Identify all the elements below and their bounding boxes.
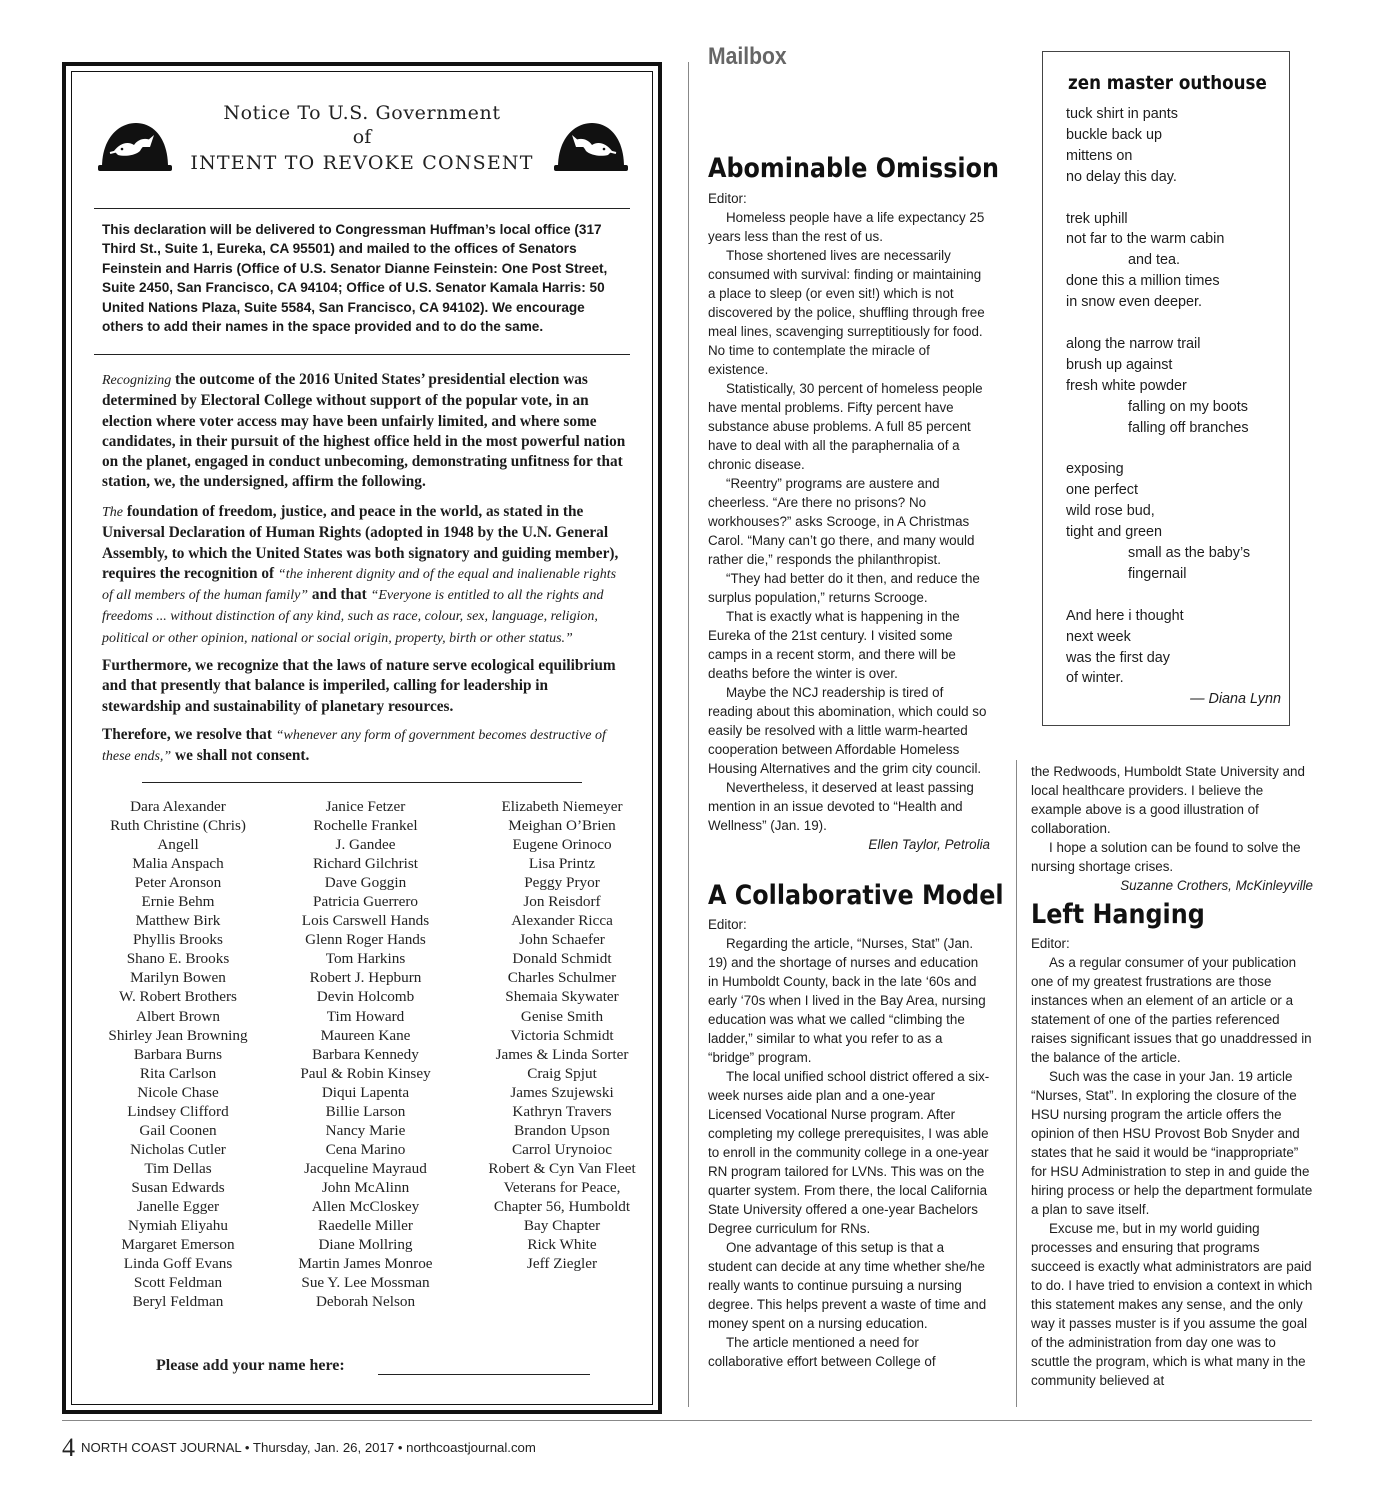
government-destructive-quote: “whenever any form of government becomes destructive of these ends,” <box>102 728 606 765</box>
signature-name: Craig Spjut <box>527 1064 597 1082</box>
poem-author: — Diana Lynn <box>1190 691 1281 708</box>
letter-collaborative-model <box>708 915 990 1371</box>
signature-name: Nicole Chase <box>137 1083 219 1101</box>
signature-name: Charles Schulmer <box>507 969 617 987</box>
notice-box <box>62 62 662 1414</box>
notice-paragraph-recognizing <box>102 370 626 493</box>
signature-name: Billie Larson <box>325 1102 406 1120</box>
letter-collaborative-model-continued <box>1031 762 1313 895</box>
signature-name: Rita Carlson <box>139 1064 217 1082</box>
signature-name: Barbara Kennedy <box>312 1045 419 1063</box>
poem-stanza-break <box>1066 313 1281 334</box>
letter-signature: Ellen Taylor, Petrolia <box>868 837 990 852</box>
poem-line: fresh white powder <box>1066 377 1187 394</box>
signature-name: Sue Y. Lee Mossman <box>301 1274 430 1292</box>
notice-title-line1: Notice To U.S. Government <box>223 102 501 124</box>
poem-line: buckle back up <box>1066 126 1162 143</box>
notice-title-line2: of <box>352 126 372 148</box>
paragraph-lead-word: Recognizing <box>102 373 172 388</box>
signature-name: Dara Alexander <box>130 798 226 815</box>
signature-name: Cena Marino <box>325 1140 406 1158</box>
signature-name: Susan Edwards <box>131 1178 225 1196</box>
letter-paragraph: Regarding the article, “Nurses, Stat” (Jan. 19) and the shortage of nurses and education in Humboldt County, back in the late ‘60s and early ‘70s when I lived in the Bay Area, nursing education was what we called “climbing the ladder,” similar to what you refer to as a “bridge” program. <box>708 936 986 1065</box>
notice-paragraph-foundation <box>102 502 626 649</box>
signature-name: Victoria Schmidt <box>510 1026 614 1044</box>
poem-line: tight and green <box>1066 524 1163 541</box>
signature-name: John McAlinn <box>321 1178 410 1196</box>
letter-paragraph: One advantage of this setup is that a student can decide at any time whether she/he really wants to continue pursuing a nursing degree. This helps prevent a waste of time and money spent on a nursing education. <box>708 1240 987 1331</box>
signature-name: Angell <box>157 836 199 854</box>
letter-paragraph: Those shortened lives are necessarily consumed with survival: finding or maintaining a place to sleep (or even sit!) which is not discovered by the police, shuffling through free meal lines, scavenging surreptitiously for food. No time to contemplate the miracle of existence. <box>708 248 985 377</box>
footer-text: NORTH COAST JOURNAL • Thursday, Jan. 26, 2017 • northcoastjournal.com <box>81 1440 536 1455</box>
signature-name: Tim Dellas <box>144 1159 212 1177</box>
signature-name: Jacqueline Mayraud <box>304 1159 427 1177</box>
signature-name: Brandon Upson <box>514 1121 610 1139</box>
signature-name: Allen McCloskey <box>311 1197 420 1215</box>
signature-name: Rochelle Frankel <box>313 817 418 835</box>
signature-column-3 <box>459 797 665 1273</box>
poem-line: falling on my boots <box>1128 398 1248 415</box>
signature-name: Tim Howard <box>326 1007 405 1025</box>
headline-abominable-omission: Abominable Omission <box>708 153 999 184</box>
letter-abominable-omission <box>708 189 990 854</box>
signature-name: Lisa Printz <box>528 855 596 873</box>
signature-name: Shemaia Skywater <box>505 988 619 1006</box>
human-rights-quote: “the inherent dignity and of the equal and inalienable rights of all members of the human family” <box>102 566 617 604</box>
signature-name: James Szujewski <box>510 1083 614 1101</box>
notice-title-line3: INTENT TO REVOKE CONSENT <box>190 152 534 174</box>
paragraph-text: we shall not consent. <box>171 747 310 765</box>
signature-name: Malia Anspach <box>132 855 224 873</box>
signature-name: Peggy Pryor <box>524 874 600 892</box>
peace-dove-helmet-icon-left <box>96 117 174 173</box>
poem-line: next week <box>1066 628 1131 645</box>
signature-name: Ernie Behm <box>141 893 215 911</box>
letter-salutation: Editor: <box>1031 936 1070 951</box>
signature-name: Diqui Lapenta <box>321 1083 410 1101</box>
notice-paragraph-furthermore: Furthermore, we recognize that the laws of nature serve ecological equilibrium and that presently that balance is imperiled, calling for leadership in stewardship and sustainability of planetary resources. <box>102 657 616 715</box>
poem-title: zen master outhouse <box>1068 72 1267 94</box>
notice-divider-middle <box>94 354 630 355</box>
letter-salutation: Editor: <box>708 191 747 206</box>
headline-left-hanging: Left Hanging <box>1031 899 1205 930</box>
column-rule-left <box>688 62 689 1407</box>
signature-name: Raedelle Miller <box>318 1217 413 1235</box>
signature-name: Paul & Robin Kinsey <box>300 1064 431 1082</box>
signature-name: Donald Schmidt <box>512 950 612 968</box>
signature-name: Veterans for Peace, <box>503 1178 621 1196</box>
signature-name: Nancy Marie <box>325 1121 406 1139</box>
signature-name: Phyllis Brooks <box>133 931 223 949</box>
signature-name: Tom Harkins <box>325 950 406 968</box>
paragraph-lead-word: The <box>102 505 123 520</box>
signature-name: Richard Gilchrist <box>312 855 419 873</box>
add-name-line <box>378 1374 590 1375</box>
signature-name: Patricia Guerrero <box>313 893 418 911</box>
signature-name: Marilyn Bowen <box>130 969 226 987</box>
letter-paragraph: Statistically, 30 percent of homeless people have mental problems. Fifty percent have substance abuse problems. A full 85 percent have to deal with all the paraphernalia of a chronic disease. <box>708 381 983 472</box>
signature-name: Meighan O’Brien <box>508 817 616 835</box>
signature-name: Gail Coonen <box>139 1121 217 1139</box>
signature-name: Dave Goggin <box>324 874 407 892</box>
paragraph-text: Therefore, we resolve that <box>102 726 276 743</box>
signature-name: Matthew Birk <box>135 912 221 930</box>
signature-name: Devin Holcomb <box>316 988 415 1006</box>
signature-name: Ruth Christine (Chris) <box>110 817 246 835</box>
signature-name: Alexander Ricca <box>511 912 613 930</box>
poem-line: and tea. <box>1128 252 1181 269</box>
everyone-entitled-quote: “Everyone is entitled to all the rights and freedoms ... without distinction of any kind, such as race, colour, sex, language, religion, political or other opinion, national or social origin, property, birth or other status.” <box>102 588 604 646</box>
poem-line: in snow even deeper. <box>1066 294 1203 311</box>
signature-name: Janelle Egger <box>136 1197 220 1215</box>
signature-name: Nymiah Eliyahu <box>128 1217 228 1235</box>
signature-name: Shano E. Brooks <box>126 950 230 968</box>
notice-inner-border <box>71 71 653 1405</box>
letter-left-hanging <box>1031 934 1313 1390</box>
letter-paragraph: Maybe the NCJ readership is tired of reading about this abomination, which could so easily be resolved with a little warm-hearted cooperation between Affordable Homeless Housing Alternatives and the grim city council. <box>708 685 987 776</box>
poem-stanza-break <box>1066 585 1281 606</box>
signature-divider <box>142 782 582 783</box>
poem-line: done this a million times <box>1066 273 1220 290</box>
page-number: 4 <box>62 1433 75 1462</box>
paragraph-text: foundation of freedom, justice, and peace in the world, as stated in the Universal Declaration of Human Rights (adopted in 1948 by the U.N. General Assembly, to which the United States was both signatory and guiding member), requires the recognition of <box>102 503 619 582</box>
add-name-label: Please add your name here: <box>156 1357 345 1374</box>
signature-name: Genise Smith <box>520 1007 604 1025</box>
letter-paragraph: As a regular consumer of your publication one of my greatest frustrations are those instances when an element of an article or a statement of one of the parties referenced raises significant issues that go unaddressed in the balance of the article. <box>1031 955 1312 1065</box>
signature-name: Albert Brown <box>136 1007 220 1025</box>
poem-line: small as the baby’s <box>1128 544 1251 561</box>
continued-text: the Redwoods, Humboldt State University and local healthcare providers. I believe the example above is a good illustration of collaboration. <box>1031 764 1305 836</box>
signature-name: Robert & Cyn Van Fleet <box>488 1159 636 1177</box>
letter-paragraph: That is exactly what is happening in the Eureka of the 21st century. I visited some camps in a recent storm, and there will be deaths before the winter is over. <box>708 609 960 681</box>
letter-salutation: Editor: <box>708 917 747 932</box>
poem-body <box>1066 104 1281 710</box>
signature-name: Margaret Emerson <box>121 1236 235 1254</box>
signature-name: Scott Feldman <box>133 1274 223 1292</box>
letter-paragraph: Nevertheless, it deserved at least passing mention in an issue devoted to “Health and Wellness” (Jan. 19). <box>708 780 974 833</box>
notice-paragraph-therefore <box>102 725 626 768</box>
poem-stanza-break <box>1066 438 1281 459</box>
signature-column-2 <box>268 797 463 1311</box>
poem-line: falling off branches <box>1128 419 1249 436</box>
signature-name: Elizabeth Niemeyer <box>501 798 623 815</box>
poem-stanza-break <box>1066 188 1281 209</box>
headline-collaborative-model: A Collaborative Model <box>708 880 1004 911</box>
signature-name: Kathryn Travers <box>512 1102 612 1120</box>
poem-line: exposing <box>1066 461 1124 478</box>
signature-name: James & Linda Sorter <box>495 1045 629 1063</box>
signature-name: Rick White <box>527 1236 597 1254</box>
letter-paragraph: “They had better do it then, and reduce the surplus population,” returns Scrooge. <box>708 571 980 605</box>
poem-line: one perfect <box>1066 482 1139 499</box>
notice-declaration: This declaration will be delivered to Congressman Huffman’s local office (317 Third St., Suite 1, Eureka, CA 95501) and mailed to the offices of Senators Feinstein and Harris (Office of U.S. Senator Dianne Feinstein: One Post Street, Suite 2450, San Francisco, CA 94104; Office of U.S. Senator Kamala Harris: 50 United Nations Plaza, Suite 5584, San Francisco, CA 94102). We encourage others to add their names in the space provided and to do the same. <box>102 222 608 335</box>
signature-name: Lois Carswell Hands <box>301 912 430 930</box>
signature-name: Linda Goff Evans <box>123 1255 233 1273</box>
letter-signature: Suzanne Crothers, McKinleyville <box>1120 878 1313 893</box>
poem-line: trek uphill <box>1066 210 1128 227</box>
signature-name: Diane Mollring <box>318 1236 413 1254</box>
letter-paragraph: Homeless people have a life expectancy 25 years less than the rest of us. <box>708 210 985 244</box>
signature-column-1 <box>82 797 274 1311</box>
signature-name: Nicholas Cutler <box>130 1140 226 1158</box>
signature-name: Janice Fetzer <box>325 798 406 815</box>
signature-name: Lindsey Clifford <box>127 1102 229 1120</box>
signature-name: Chapter 56, Humboldt <box>493 1197 631 1215</box>
column-rule-right <box>1016 760 1017 1407</box>
poem-line: mittens on <box>1066 147 1133 164</box>
letter-paragraph: “Reentry” programs are austere and cheerless. “Are there no prisons? No workhouses?” asks Scrooge, in A Christmas Carol. “Many can’t go there, and many would rather die,” responds the philanthropist. <box>708 476 975 567</box>
signature-name: Martin James Monroe <box>298 1255 433 1273</box>
letter-paragraph: Excuse me, but in my world guiding processes and ensuring that programs succeed is exactly what administrators are paid to do. I have tried to envision a context in which this statement makes any sense, and the only way it passes muster is if you assume the goal of the administration from day one was to scuttle the program, which is what many in the community believed at <box>1031 1221 1313 1388</box>
signature-name: Maureen Kane <box>320 1026 411 1044</box>
poem-line: wild rose bud, <box>1066 503 1155 520</box>
signature-name: Glenn Roger Hands <box>305 931 426 949</box>
closing-paragraph: I hope a solution can be found to solve the nursing shortage crises. <box>1031 840 1301 874</box>
notice-divider-top <box>94 208 630 209</box>
poem-line: no delay this day. <box>1066 168 1177 185</box>
signature-name: W. Robert Brothers <box>119 988 237 1006</box>
paragraph-text: the outcome of the 2016 United States’ presidential election was determined by Electoral College without support of the popular vote, in an election where voter access may have been unfairly limited, and where some candidates, in their pursuit of the highest office held in the most powerful nation on the planet, engaged in conduct unbecoming, demonstrating unfitness for that station, we, the undersigned, affirm the following. <box>102 371 626 491</box>
poem-line: fingernail <box>1128 565 1187 582</box>
signature-name: John Schaefer <box>519 931 605 949</box>
poem-line: tuck shirt in pants <box>1066 106 1178 122</box>
paragraph-text: and that <box>308 586 371 604</box>
page-footer <box>62 1433 536 1463</box>
footer-rule <box>62 1420 1312 1421</box>
signature-name: Peter Aronson <box>134 874 222 892</box>
signature-name: Deborah Nelson <box>315 1293 416 1311</box>
signature-name: Jeff Ziegler <box>526 1255 598 1273</box>
poem-line: not far to the warm cabin <box>1066 231 1225 248</box>
signature-name: Beryl Feldman <box>132 1293 224 1311</box>
signature-name: Shirley Jean Browning <box>108 1026 248 1044</box>
poem-line: of winter. <box>1066 670 1124 687</box>
signature-name: Jon Reisdorf <box>523 893 601 911</box>
letter-paragraph: Such was the case in your Jan. 19 article “Nurses, Stat”. In exploring the closure of the HSU nursing program the article offers the opinion of then HSU Provost Bob Snyder and states that he said it would be “inappropriate” for HSU Administration to step in and guide the hiring process or help the department formulate a plan to save itself. <box>1031 1069 1313 1217</box>
letter-paragraph: The article mentioned a need for collaborative effort between College of <box>708 1335 936 1369</box>
poem-line: And here i thought <box>1066 607 1184 624</box>
letter-paragraph: The local unified school district offered a six-week nurses aide plan and a one-year Licensed Vocational Nurse program. After completing my college prerequisites, I was able to enroll in the community college in a one-year RN program tailored for LVNs. This was on the quarter system. From there, the local California State University offered a one-year Bachelors Degree curriculum for RNs. <box>708 1069 990 1236</box>
poem-box <box>1042 51 1290 726</box>
section-label: Mailbox <box>708 43 787 70</box>
peace-dove-helmet-icon-right <box>552 117 630 173</box>
signature-name: Bay Chapter <box>523 1217 601 1235</box>
signature-name: Carrol Urynoioc <box>512 1140 612 1158</box>
poem-line: along the narrow trail <box>1066 335 1201 352</box>
signature-name: Eugene Orinoco <box>512 836 612 854</box>
signature-name: Robert J. Hepburn <box>309 969 422 987</box>
poem-line: brush up against <box>1066 356 1173 373</box>
signature-name: Barbara Burns <box>133 1045 223 1063</box>
poem-line: was the first day <box>1066 649 1170 666</box>
signature-name: J. Gandee <box>335 836 396 854</box>
